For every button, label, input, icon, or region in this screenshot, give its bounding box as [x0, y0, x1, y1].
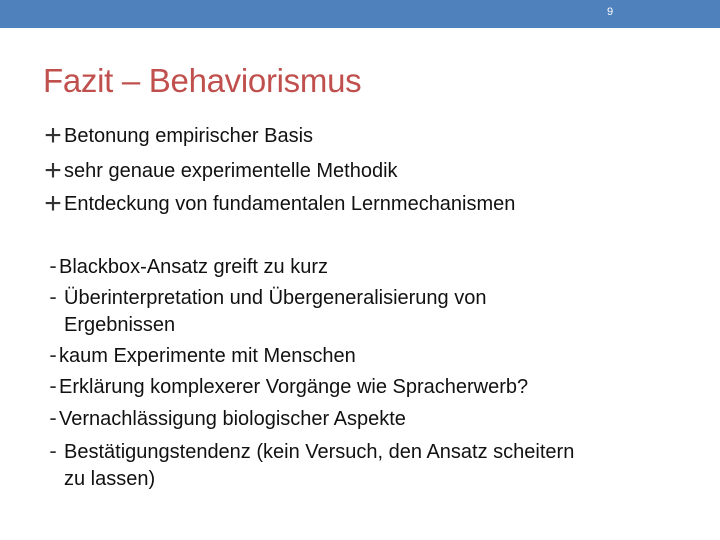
con-item-text: Ergebnissen	[64, 314, 176, 336]
con-item-text: Blackbox-Ansatz greift zu kurz	[59, 256, 328, 278]
minus-icon: -	[49, 373, 57, 398]
con-item-text: kaum Experimente mit Menschen	[59, 345, 356, 367]
pro-item-text: Betonung empirischer Basis	[64, 125, 314, 147]
con-item-text: Erklärung komplexerer Vorgänge wie Spracherwerb?	[59, 376, 529, 398]
pro-item-text: Entdeckung von fundamentalen Lernmechanismen	[64, 193, 516, 215]
plus-icon: +	[44, 119, 62, 152]
con-item-text: Überinterpretation und Übergeneralisierung von	[64, 287, 487, 309]
minus-icon: -	[49, 438, 57, 463]
minus-icon: -	[49, 253, 57, 278]
minus-icon: -	[49, 342, 57, 367]
con-item-text: Vernachlässigung biologischer Aspekte	[59, 408, 406, 430]
page-number: 9	[606, 6, 614, 18]
minus-icon: -	[49, 405, 57, 430]
con-item-text: zu lassen)	[64, 468, 156, 490]
con-item-text: Bestätigungstendenz (kein Versuch, den Ansatz scheitern	[64, 441, 575, 463]
plus-icon: +	[44, 187, 62, 220]
pro-item-text: sehr genaue experimentelle Methodik	[64, 160, 398, 182]
minus-icon: -	[49, 284, 57, 309]
header-bar	[0, 0, 720, 28]
plus-icon: +	[44, 154, 62, 187]
slide-title: Fazit – Behaviorismus	[43, 62, 362, 99]
